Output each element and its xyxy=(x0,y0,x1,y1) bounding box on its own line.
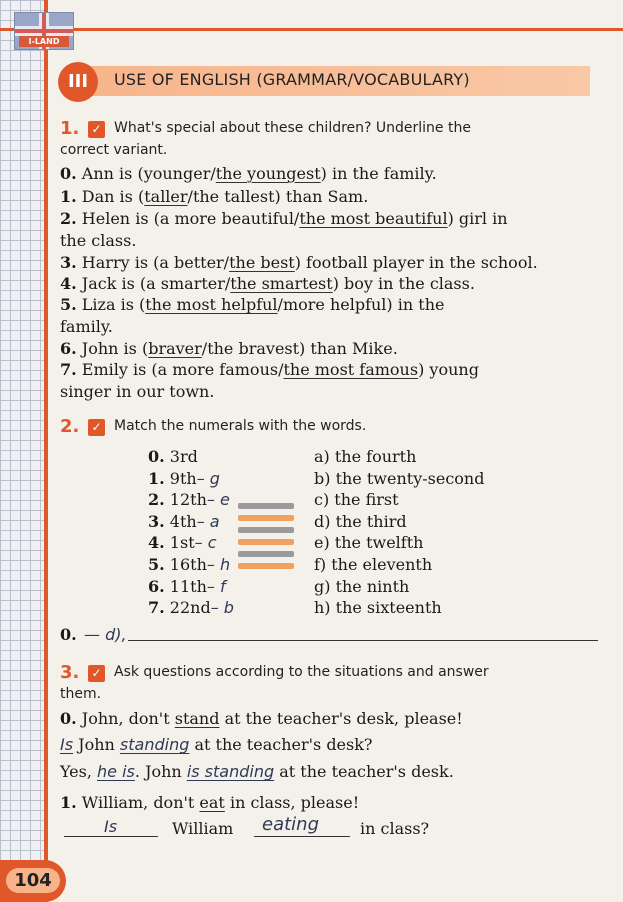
numeral-item: 4. 1st– c xyxy=(148,533,217,552)
numeral-item: 0. 3rd xyxy=(148,447,198,466)
ex1-item: 7. Emily is (a more famous/the most famous) young xyxy=(60,360,479,379)
word-item: b) the twenty-second xyxy=(314,469,485,488)
exercise-3-instruction-cont: them. xyxy=(60,686,102,702)
ex1-item: singer in our town. xyxy=(60,382,215,401)
blank-line xyxy=(64,836,158,837)
ex1-item: 2. Helen is (a more beautiful/the most beautiful) girl in xyxy=(60,209,508,228)
ex3-item1-situation: 1. William, don't eat in class, please! xyxy=(60,793,360,812)
ex3-item0-question: Is John standing at the teacher's desk? xyxy=(60,735,373,754)
arrow xyxy=(238,551,294,557)
arrow xyxy=(238,515,294,521)
ex1-item: 5. Liza is (the most helpful/more helpful) in the xyxy=(60,295,445,314)
arrow xyxy=(238,503,294,509)
task-icon: ✓ xyxy=(88,419,105,436)
word-item: g) the ninth xyxy=(314,577,410,596)
word-item: c) the first xyxy=(314,490,399,509)
ex3-item1-blank1-text: Is xyxy=(104,817,118,836)
answer-prefix: 0. xyxy=(60,625,77,644)
numeral-item: 6. 11th– f xyxy=(148,577,226,596)
ex1-item: 6. John is (braver/the bravest) than Mike. xyxy=(60,339,398,358)
ex3-item0-answer: Yes, he is. John is standing at the teacher's desk. xyxy=(60,762,454,781)
numeral-item: 2. 12th– e xyxy=(148,490,230,509)
answer-handwritten: — d), xyxy=(84,625,127,644)
task-icon: ✓ xyxy=(88,665,105,682)
ex3-item1-blank2-text: eating xyxy=(262,814,319,835)
arrow xyxy=(238,527,294,533)
ex1-item: 3. Harry is (a better/the best) football player in the school. xyxy=(60,253,538,272)
answer-rule xyxy=(128,640,598,641)
section-number: III xyxy=(58,62,98,102)
word-item: d) the third xyxy=(314,512,407,531)
exercise-3-number: 3. xyxy=(60,662,80,683)
ex3-item1-subject: William xyxy=(172,819,234,838)
ex1-item: 1. Dan is (taller/the tallest) than Sam. xyxy=(60,187,369,206)
exercise-2-number: 2. xyxy=(60,416,80,437)
uk-flag-logo xyxy=(14,12,74,50)
grid-margin xyxy=(0,0,44,902)
numeral-item: 1. 9th– g xyxy=(148,469,220,488)
ex3-item0-situation: 0. John, don't stand at the teacher's desk, please! xyxy=(60,709,463,728)
numeral-item: 3. 4th– a xyxy=(148,512,220,531)
arrow xyxy=(238,539,294,545)
numeral-item: 5. 16th– h xyxy=(148,555,231,574)
page-number: 104 xyxy=(0,860,66,902)
task-icon: ✓ xyxy=(88,121,105,138)
ex3-item1-question-end: in class? xyxy=(360,819,430,838)
numeral-item: 7. 22nd– b xyxy=(148,598,234,617)
margin-line xyxy=(44,0,48,902)
ex1-item: family. xyxy=(60,317,113,336)
word-item: f) the eleventh xyxy=(314,555,433,574)
ex1-item: the class. xyxy=(60,231,137,250)
ex1-item: 4. Jack is (a smarter/the smartest) boy in the class. xyxy=(60,274,475,293)
arrow xyxy=(238,563,294,569)
section-title: USE OF ENGLISH (GRAMMAR/VOCABULARY) xyxy=(114,70,470,89)
word-item: a) the fourth xyxy=(314,447,417,466)
match-arrows xyxy=(238,497,300,575)
exercise-1-instruction-cont: correct variant. xyxy=(60,142,168,158)
exercise-1-instruction: What's special about these children? Underline the xyxy=(114,120,471,136)
word-item: h) the sixteenth xyxy=(314,598,442,617)
flag-label: I-LAND xyxy=(19,36,69,47)
exercise-2-instruction: Match the numerals with the words. xyxy=(114,418,367,434)
exercise-1-number: 1. xyxy=(60,118,80,139)
ex1-item: 0. Ann is (younger/the youngest) in the family. xyxy=(60,164,437,183)
blank-line xyxy=(254,836,350,837)
exercise-3-instruction: Ask questions according to the situations and answer xyxy=(114,664,489,680)
top-rule xyxy=(0,28,623,31)
word-item: e) the twelfth xyxy=(314,533,424,552)
